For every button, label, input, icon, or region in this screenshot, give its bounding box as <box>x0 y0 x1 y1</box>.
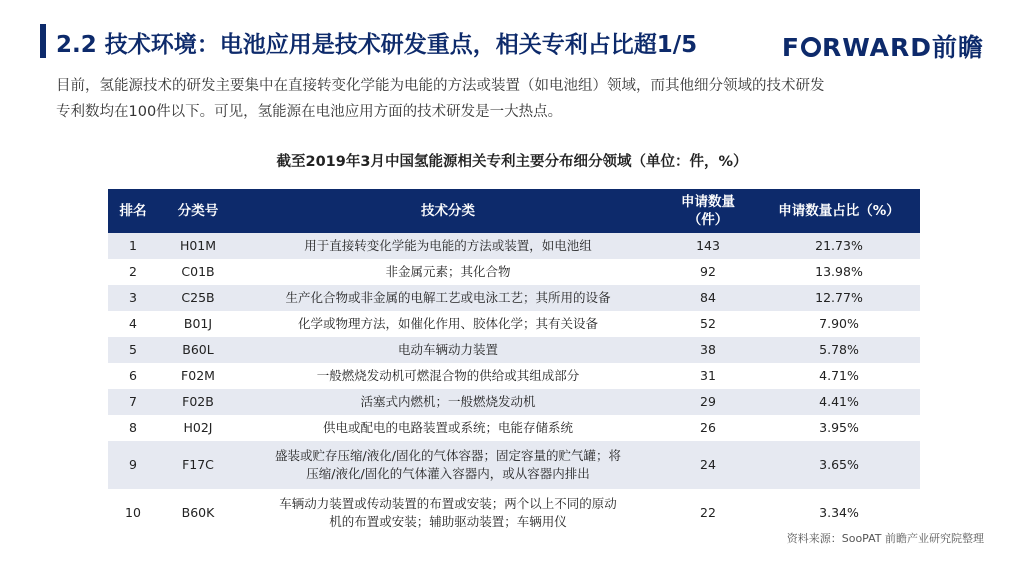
cell-share: 5.78% <box>758 337 920 363</box>
cell-code: B60K <box>158 489 238 537</box>
cell-count: 31 <box>658 363 758 389</box>
header-count-line-2: （件） <box>687 212 729 228</box>
cell-code: F17C <box>158 441 238 489</box>
cell-tech-line-2: 压缩/液化/固化的气体灌入容器内，或从容器内排出 <box>306 466 590 481</box>
intro-line-2: 专利数均在100件以下。可见，氢能源在电池应用方面的技术研发是一大热点。 <box>56 104 563 120</box>
cell-code: F02M <box>158 363 238 389</box>
table-row <box>108 415 920 441</box>
cell-share: 7.90% <box>758 311 920 337</box>
cell-share: 3.65% <box>758 441 920 489</box>
cell-count: 24 <box>658 441 758 489</box>
cell-tech <box>238 441 658 489</box>
slide-title: 2.2 技术环境：电池应用是技术研发重点，相关专利占比超1/5 <box>56 32 698 58</box>
cell-rank: 7 <box>108 389 158 415</box>
cell-tech-line: 车辆动力装置或传动装置的布置或安装；两个以上不同的原动 <box>279 496 617 511</box>
cell-rank: 8 <box>108 415 158 441</box>
cell-tech <box>238 389 658 415</box>
slide-header <box>0 0 1024 70</box>
header-code: 分类号 <box>158 189 238 233</box>
intro-line-1: 目前，氢能源技术的研发主要集中在直接转变化学能为电能的方法或装置（如电池组）领域，而其他细分领域的技术研发 <box>56 78 825 94</box>
table-row <box>108 311 920 337</box>
cell-tech <box>238 233 658 259</box>
table-title: 截至2019年3月中国氢能源相关专利主要分布细分领域（单位：件，%） <box>276 154 748 170</box>
cell-tech-line: 化学或物理方法，如催化作用、胶体化学；其有关设备 <box>297 316 598 331</box>
cell-tech-line: 供电或配电的电路装置或系统；电能存储系统 <box>322 420 573 435</box>
cell-code: B60L <box>158 337 238 363</box>
cell-tech-line: 一般燃烧发动机可燃混合物的供给或其组成部分 <box>316 368 580 383</box>
cell-code: H02J <box>158 415 238 441</box>
cell-rank: 5 <box>108 337 158 363</box>
cell-count: 29 <box>658 389 758 415</box>
cell-share: 3.95% <box>758 415 920 441</box>
source-note: 资料来源：SooPAT 前瞻产业研究院整理 <box>786 532 984 545</box>
cell-share: 13.98% <box>758 259 920 285</box>
cell-count: 84 <box>658 285 758 311</box>
cell-share: 21.73% <box>758 233 920 259</box>
forward-logo <box>782 28 984 64</box>
cell-tech-line: 非金属元素；其化合物 <box>385 264 511 279</box>
cell-share: 3.34% <box>758 489 920 537</box>
header-tech: 技术分类 <box>238 189 658 233</box>
cell-rank: 2 <box>108 259 158 285</box>
cell-count: 38 <box>658 337 758 363</box>
cell-tech-line: 用于直接转变化学能为电能的方法或装置，如电池组 <box>304 238 592 253</box>
cell-tech <box>238 285 658 311</box>
cell-tech <box>238 415 658 441</box>
header-rank: 排名 <box>108 189 158 233</box>
cell-code: C01B <box>158 259 238 285</box>
cell-share: 12.77% <box>758 285 920 311</box>
cell-count: 22 <box>658 489 758 537</box>
cell-code: B01J <box>158 311 238 337</box>
table-row <box>108 259 920 285</box>
cell-rank: 3 <box>108 285 158 311</box>
header-count <box>658 189 758 233</box>
intro-paragraph <box>56 73 976 125</box>
header-count-line-1: 申请数量 <box>681 194 735 210</box>
cell-share: 4.71% <box>758 363 920 389</box>
table-header-row <box>108 189 920 233</box>
table-row <box>108 337 920 363</box>
cell-tech <box>238 337 658 363</box>
cell-rank: 4 <box>108 311 158 337</box>
header-share: 申请数量占比（%） <box>758 189 920 233</box>
cell-count: 143 <box>658 233 758 259</box>
table-row <box>108 285 920 311</box>
cell-tech-line: 生产化合物或非金属的电解工艺或电泳工艺；其所用的设备 <box>285 290 611 305</box>
table-row <box>108 233 920 259</box>
cell-rank: 1 <box>108 233 158 259</box>
patent-table <box>108 189 920 537</box>
table-row <box>108 389 920 415</box>
cell-tech <box>238 311 658 337</box>
cell-share: 4.41% <box>758 389 920 415</box>
cell-code: H01M <box>158 233 238 259</box>
cell-tech <box>238 363 658 389</box>
cell-rank: 9 <box>108 441 158 489</box>
logo-circle-icon <box>801 37 821 57</box>
logo-text-end: RWARD前瞻 <box>821 33 984 62</box>
cell-rank: 6 <box>108 363 158 389</box>
cell-tech-line: 电动车辆动力装置 <box>397 342 498 357</box>
title-accent-bar <box>40 24 46 58</box>
cell-code: C25B <box>158 285 238 311</box>
cell-tech-line: 盛装或贮存压缩/液化/固化的气体容器；固定容量的贮气罐；将 <box>275 448 621 463</box>
logo-text-start: F <box>781 33 800 62</box>
table-row <box>108 363 920 389</box>
cell-tech <box>238 489 658 537</box>
cell-code: F02B <box>158 389 238 415</box>
cell-count: 26 <box>658 415 758 441</box>
cell-count: 92 <box>658 259 758 285</box>
cell-tech <box>238 259 658 285</box>
cell-tech-line-2: 机的布置或安装；辅助驱动装置；车辆用仪 <box>329 514 567 529</box>
table-row <box>108 441 920 489</box>
cell-tech-line: 活塞式内燃机；一般燃烧发动机 <box>360 394 536 409</box>
cell-count: 52 <box>658 311 758 337</box>
cell-rank: 10 <box>108 489 158 537</box>
